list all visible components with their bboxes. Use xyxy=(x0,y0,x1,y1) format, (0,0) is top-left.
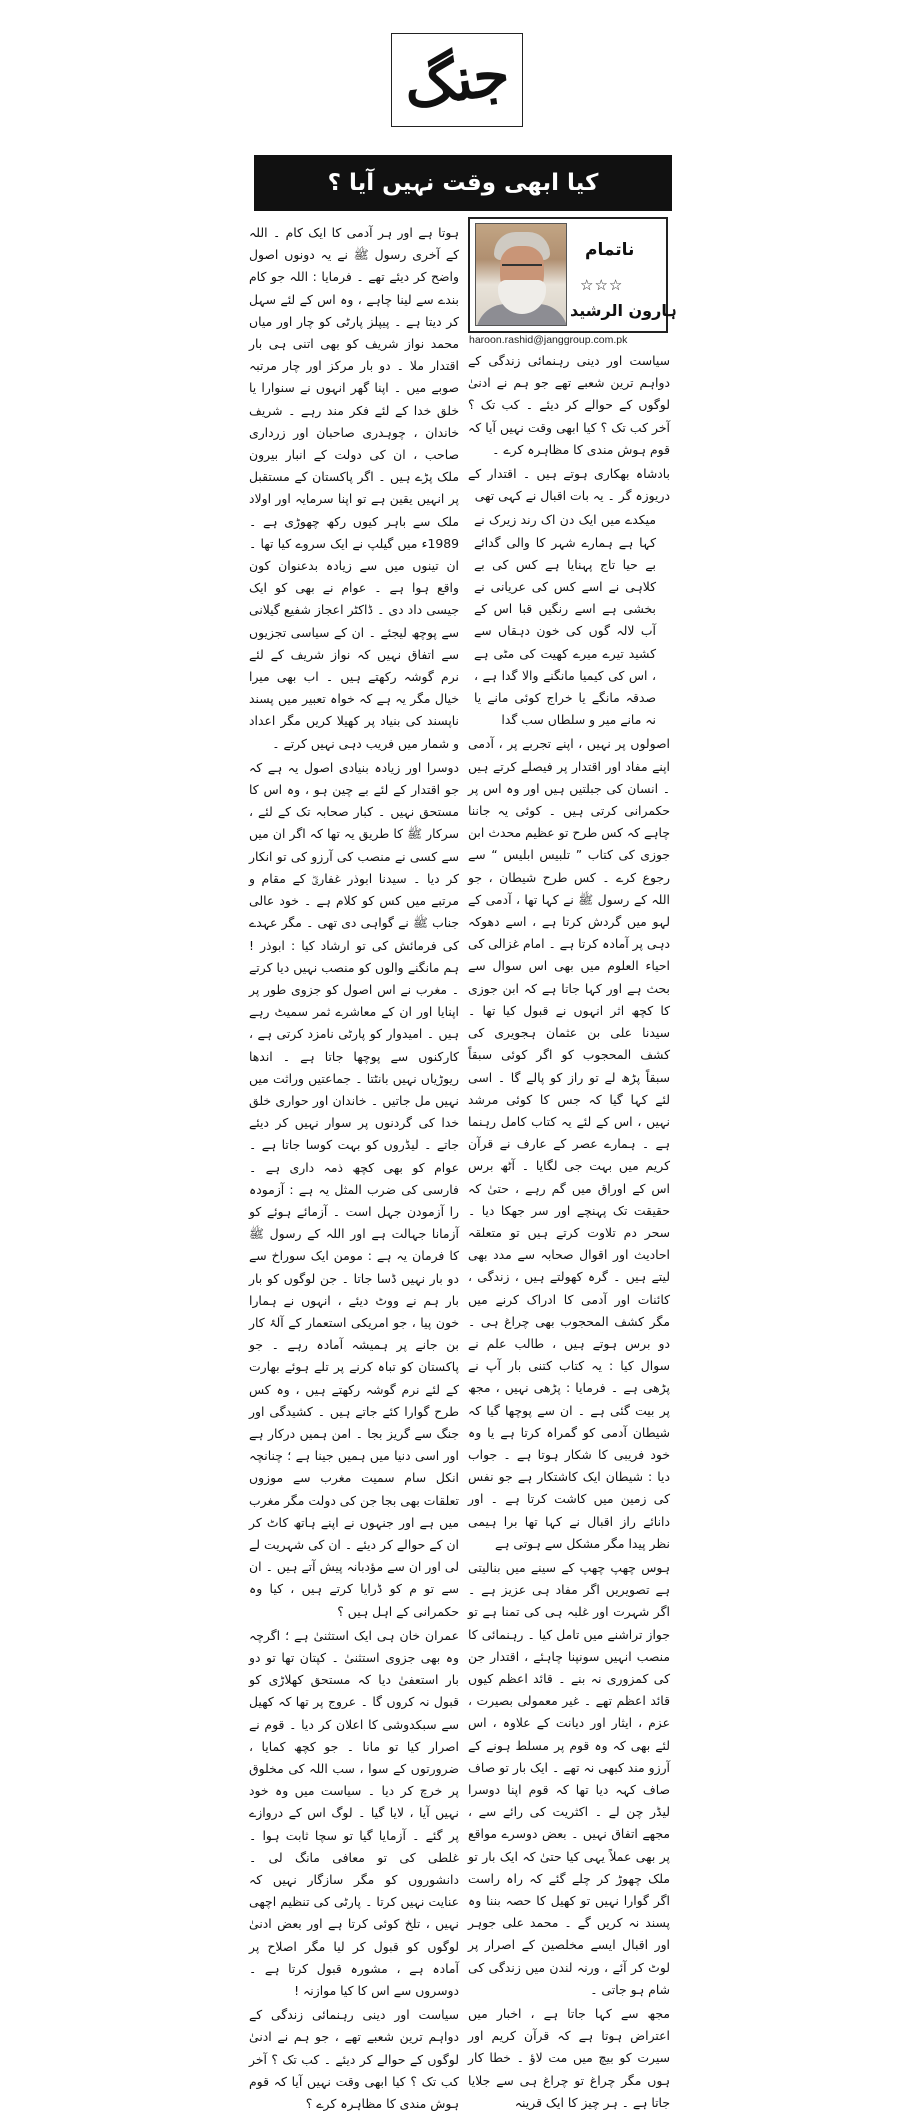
article-headline: کیا ابھی وقت نہیں آیا ؟ xyxy=(327,170,599,196)
masthead-logo-box xyxy=(391,33,523,127)
author-photo xyxy=(475,223,567,326)
paragraph: بادشاہ بھکاری ہوتے ہیں ۔ اقتدار کے دریوزہ گر ۔ یہ بات اقبال نے کہی تھی xyxy=(468,466,670,504)
jang-logo: جنگ xyxy=(400,39,514,121)
author-email: haroon.rashid@janggroup.com.pk xyxy=(469,334,628,346)
paragraph: اصولوں پر نہیں ، اپنے تجربے پر ، آدمی اپنے مفاد اور اقتدار پر فیصلے کرتے ہیں ۔ انسان کی جبلتیں ہیں اور وہ اس پر حکمرانی کرتی ہیں ۔ کوئی یہ جاننا چاہے کہ کس طرح تو عظیم محدث ابن جوزی کی کتاب ” تلبیس ابلیس “ سے رجوع کرے ۔ کس طرح شیطان ، جو اللہ کے رسول ﷺ نے کہا تھا ، آدمی کے لہو میں گردش کرتا ہے ، اسے دھوکہ دہی پر آمادہ کرتا ہے ۔ امام غزالی کی احیاء العلوم میں بھی اس سوال سے بحث ہے اور کہا جاتا ہے کہ ابن جوزی کا کچھ اثر انہوں نے قبول کیا تھا ۔ سیدنا علی بن عثمان ہجویری کی کشف المحجوب کو اگر کوئی سبقاً سبقاً پڑھ لے تو راز کو پالے گا ۔ اسی لئے کہا گیا کہ جس کا کوئی مرشد نہیں ، اس کے لئے یہ کتاب کامل رہنما ہے ۔ ہمارے عصر کے عارف نے قرآن کریم میں بہت جی لگایا ۔ آٹھ برس اس کے اوراق میں گم رہے ، حتیٰ کہ حقیقت تک پہنچے اور سر جھکا دیا ۔ سحر دم تلاوت کرتے ہیں تو متعلقہ احادیث اور اقوال صحابہ سے مدد بھی لیتے ہیں ۔ گرہ کھولتے ہیں ، زندگی ، کائنات اور آدمی کا ادراک کرنے میں مگر کشف المحجوب بھی چراغ ہی ۔ دو برس ہوتے ہیں ، طالب علم نے سوال کیا : یہ کتاب کتنی بار آپ نے پڑھی ہے ۔ فرمایا : پڑھی نہیں ، مجھ پر بیت گئی ہے ۔ ان سے پوچھا گیا کہ شیطان آدمی کو گمراہ کرتا ہے یا وہ خود فریبی کا شکار ہوتا ہے ۔ جواب دیا : شیطان ایک کاشتکار ہے جو نفس کی زمین میں کاشت کرتا ہے ۔ اور دانائے راز اقبال نے کہا تھا برا ہیمی نظر پیدا مگر مشکل سے ہوتی ہے xyxy=(468,736,670,1551)
paragraph: سیاست اور دینی رہنمائی زندگی کے دواہم ترین شعبے تھے جو ہم نے ادنیٰ لوگوں کے حوالے کر دیئے ۔ کب تک ؟ آخر کب تک ؟ کیا ابھی وقت نہیں آیا کہ قوم ہوش مندی کا مظاہرہ کرے ۔ xyxy=(468,353,670,457)
paragraph: ہوس چھپ چھپ کے سینے میں بنالیتی ہے تصویریں اگر مفاد ہی عزیز ہے ۔ اگر شہرت اور غلبہ ہی کی تمنا ہے تو جواز تراشنے میں تامل کیا ۔ رہنمائی کا منصب انہیں سونپنا چاہئے ، اقتدار جن کی کمزوری نہ بنے ۔ قائد اعظم کیوں قائد اعظم تھے ۔ غیر معمولی بصیرت ، عزم ، ایثار اور دیانت کے علاوہ ، اس لئے بھی کہ وہ قوم پر مسلط ہونے کے آرزو مند کبھی نہ تھے ۔ ایک بار تو صاف صاف کہہ دیا تھا کہ قوم اپنا دوسرا لیڈر چن لے ۔ اکثریت کی رائے سے ، مجھے اتفاق نہیں ۔ بعض دوسرے مواقع پر بھی عملاً یہی کیا حتیٰ کہ ایک بار تو ملک چھوڑ کر چلے گئے کہ راہ راست اگر گوارا نہیں تو کھیل کا حصہ بننا وہ پسند نہ کریں گے ۔ محمد علی جوہر اور اقبال ایسے مخلصین کے اصرار پر لوٹ کر آئے ، ورنہ لندن میں زندگی کی شام ہو جاتی ۔ xyxy=(468,1559,670,1997)
paragraph: ہوتا ہے اور ہر آدمی کا ایک کام ۔ اللہ کے آخری رسول ﷺ نے یہ دونوں اصول واضح کر دیئے تھے ۔ فرمایا : اللہ جو کام بندے سے لینا چاہے ، وہ اس کے لئے سہل کر دیتا ہے ۔ پیپلز پارٹی کو چار اور میاں محمد نواز شریف کو بھی اتنی ہی بار اقتدار ملا ۔ دو بار مرکز اور چار مرتبہ صوبے میں ۔ اپنا گھر انہوں نے سنوارا یا خلق خدا کے لئے فکر مند رہے ۔ شریف خاندان ، چوہدری صاحبان اور زرداری صاحب ، ان کی دولت کے انبار بیرون ملک پڑے ہیں ۔ اگر پاکستان کے مستقبل پر انہیں یقین ہے تو اپنا سرمایہ اور اولاد ملک سے باہر کیوں رکھ چھوڑی ہے ۔ 1989ء میں گیلپ نے ایک سروے کیا تھا ۔ ان تینوں میں سے زیادہ بدعنوان کون واقع ہوا ہے ۔ عوام نے بھی کو ایک جیسی داد دی ۔ ڈاکٹر اعجاز شفیع گیلانی سے پوچھ لیجئے ۔ ان کے سیاسی تجزیوں سے اتفاق نہیں کہ نواز شریف کے لئے نرم گوشہ رکھتے ہیں ۔ اب بھی میرا خیال مگر یہ ہے کہ خواہ تعبیر میں پسند ناپسند کی بنیاد پر کھیلا کریں مگر اعداد و شمار میں فریب دہی نہیں کرتے ۔ xyxy=(249,225,459,751)
article-column-left xyxy=(249,222,459,2117)
column-name: ناتمام xyxy=(585,240,635,260)
paragraph: سیاست اور دینی رہنمائی زندگی کے دواہم ترین شعبے تھے ، جو ہم نے ادنیٰ لوگوں کے حوالے کر دیئے ۔ کب تک ؟ آخر کب تک ؟ کیا ابھی وقت نہیں آیا کہ قوم ہوش مندی کا مظاہرہ کرے ؟ xyxy=(249,2007,459,2112)
paragraph: دوسرا اور زیادہ بنیادی اصول یہ ہے کہ جو اقتدار کے لئے بے چین ہو ، وہ اس کا مستحق نہیں ۔ کبار صحابہ تک کے لئے ، سرکار ﷺ کا طریق یہ تھا کہ اگر ان میں سے کسی نے منصب کی آرزو کی تو انکار کر دیا ۔ سیدنا ابوذر غفاریؓ کے مقام و مرتبے میں کس کو کلام ہے ۔ خود عالی جناب ﷺ نے گواہی دی تھی ۔ مگر عہدے کی فرمائش کی تو ارشاد کیا : ابوذر ! ہم مانگنے والوں کو منصب نہیں دیا کرتے ۔ مغرب نے اس اصول کو جزوی طور پر اپنایا اور ان کے معاشرے ثمر سمیٹ رہے ہیں ۔ امیدوار کو پارٹی نامزد کرتی ہے ، کارکنوں سے پوچھا جاتا ہے ۔ اندھا ریوڑیاں نہیں بانٹتا ۔ جماعتیں وراثت میں نہیں مل جاتیں ۔ خاندان اور حواری خلق خدا کی گردنوں پر سوار نہیں کر دیئے جاتے ۔ لیڈروں کو بہت کوسا جاتا ہے ۔ عوام کو بھی کچھ ذمہ داری ہے ۔ فارسی کی ضرب المثل یہ ہے : آزمودہ را آزمودن جہل است ۔ آزمائے ہوئے کو آزمانا جہالت ہے اور اللہ کے رسول ﷺ کا فرمان یہ ہے : مومن ایک سوراخ سے دو بار نہیں ڈسا جاتا ۔ جن لوگوں کو بار بار ہم نے ووٹ دیئے ، انہوں نے ہمارا خون پیا ، جو امریکی استعمار کے آلۂ کار بن جانے پر ہمیشہ آمادہ رہے ۔ جو پاکستان کو تباہ کرنے پر تلے ہوئے بھارت کے لئے نرم گوشہ رکھتے ہیں ، وہ کس طرح گوارا کئے جاتے ہیں ۔ کشیدگی اور جنگ سے گریز بجا ۔ امن ہمیں درکار ہے اور اسی دنیا میں ہمیں جینا ہے ؛ چنانچہ انکل سام سمیت مغرب سے موزوں تعلقات بھی بجا جن کی دولت مگر مغرب میں ہے اور جنہوں نے اپنے ہاتھ کاٹ کر ان کے حوالے کر دیئے ۔ ان کی شہریت لے لی اور ان سے مؤدبانہ پیش آتے ہیں ۔ ان سے تو م کو ڈرایا کرتے ہیں ، کیا وہ حکمرانی کے اہل ہیں ؟ xyxy=(249,759,459,1619)
article-column-right xyxy=(468,350,670,2116)
paragraph: مجھ سے کہا جاتا ہے ، اخبار میں اعتراض ہوتا ہے کہ قرآن کریم اور سیرت کو بیچ میں مت لاؤ ۔ خطا کار ہوں مگر چراغ تو چراغ ہی سے جلایا جاتا ہے ۔ ہر چیز کا ایک قرینہ xyxy=(468,2006,670,2110)
author-name: ہارون الرشید xyxy=(570,301,677,320)
poem-verse: میکدے میں ایک دن اک رند زیرک نے کہا ہے ہمارے شہر کا والی گدائے بے حیا تاج پہنایا ہے کس کی بے کلاہی نے اسے کس کی عریانی نے بخشی ہے اسے رنگیں قبا اس کے آب لالہ گوں کی خون دہقاں سے کشید تیرے میرے کھیت کی مٹی ہے ، اس کی کیمیا مانگنے والا گدا ہے ، صدقہ مانگے یا خراج کوئی مانے یا نہ مانے میر و سلطاں سب گدا xyxy=(474,512,656,728)
headline-bar xyxy=(254,155,672,211)
paragraph: عمران خان ہی ایک استثنیٰ ہے ؛ اگرچہ وہ بھی جزوی استثنیٰ ۔ کپتان تھا تو دو بار استعفیٰ دیا کہ مستحق کھلاڑی کو قبول نہ کروں گا ۔ عروج پر تھا کہ کھیل سے سبکدوشی کا اعلان کر دیا ۔ قوم نے اصرار کیا تو مانا ۔ جو کچھ کمایا ، ضرورتوں کے سوا ، سب اللہ کی مخلوق پر خرچ کر دیا ۔ سیاست میں وہ خود نہیں آیا ، لایا گیا ۔ لوگ اس کے دروازے پر گئے ۔ آزمایا گیا تو سچا ثابت ہوا ۔ غلطی کی تو معافی مانگ لی ۔ دانشوروں کو مگر سازگار نہیں کہ عنایت نہیں کرتا ۔ پارٹی کی تنظیم اچھی نہیں ، تلخ کوئی کرتا ہے اور بعض ادنیٰ لوگوں کو قبول کر لیا مگر اصلاح پر آمادہ ہے ، مشورہ قبول کرتا ہے ۔ دوسروں سے اس کا کیا موازنہ ! xyxy=(249,1627,459,1999)
star-rating-icon: ☆☆☆ xyxy=(580,276,624,294)
